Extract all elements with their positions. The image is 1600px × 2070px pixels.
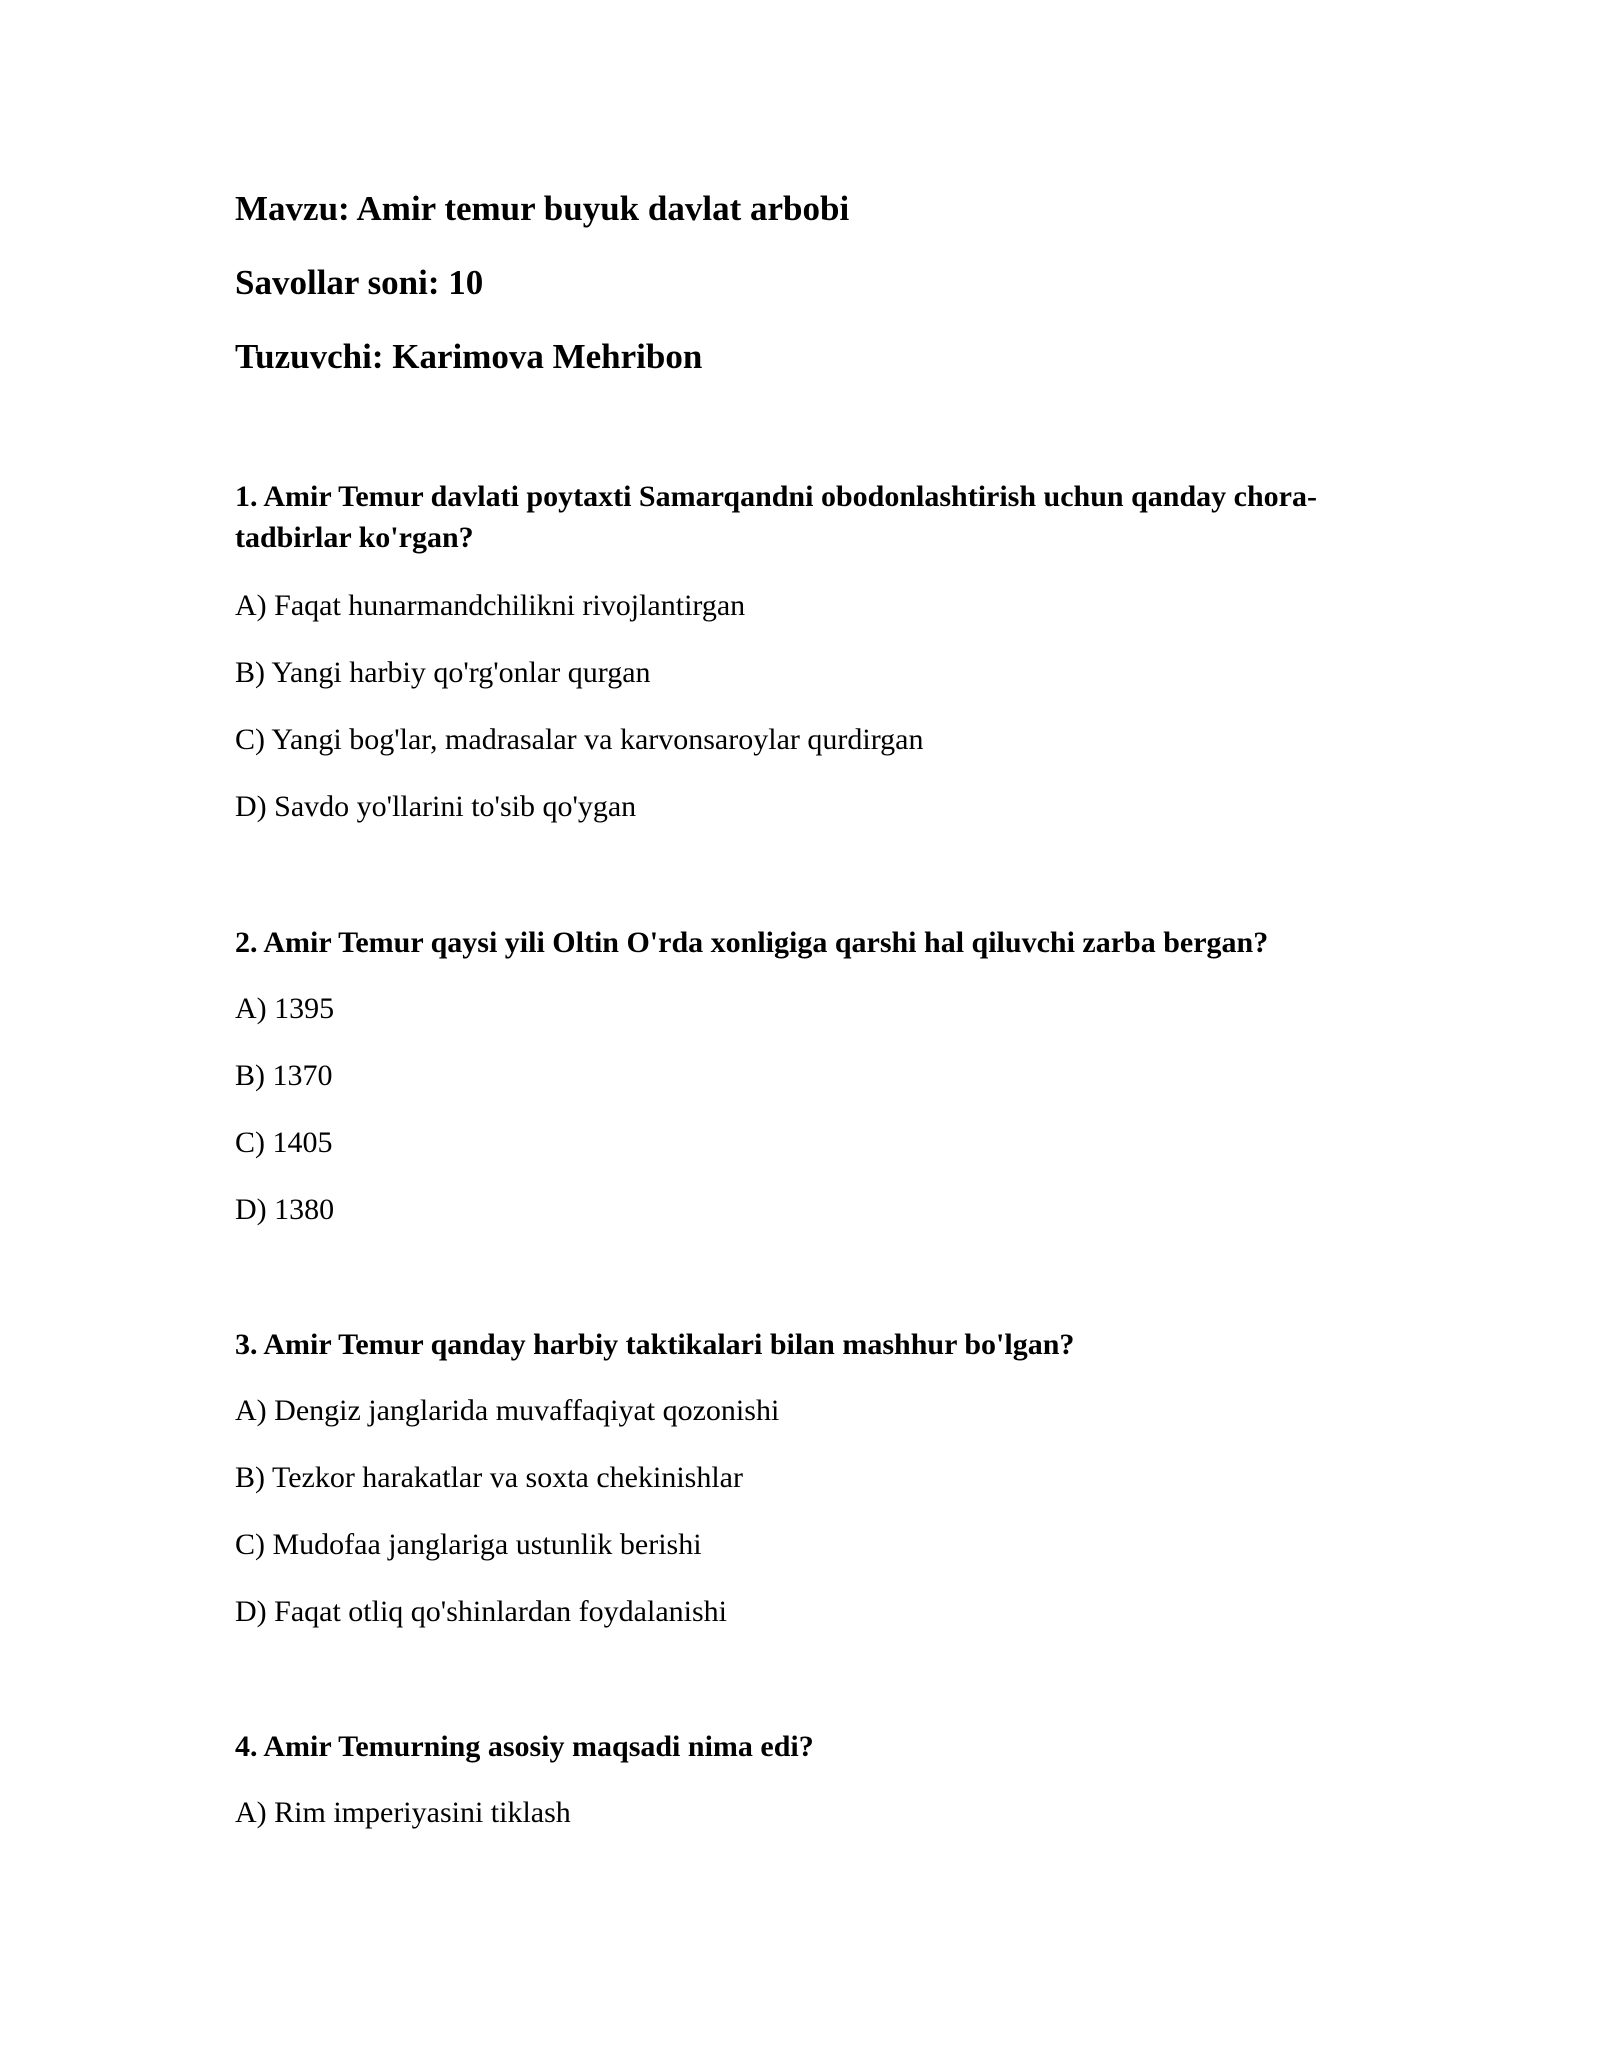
question-3-option-d: D) Faqat otliq qo'shinlardan foydalanishi: [235, 1595, 727, 1628]
author-line: Tuzuvchi: Karimova Mehribon: [235, 337, 703, 376]
question-3-option-a: A) Dengiz janglarida muvaffaqiyat qozonishi: [235, 1394, 780, 1427]
question-1-option-d: D) Savdo yo'llarini to'sib qo'ygan: [235, 790, 637, 823]
topic-heading: Mavzu: Amir temur buyuk davlat arbobi: [235, 189, 850, 228]
question-2-option-b: B) 1370: [235, 1059, 333, 1092]
question-3-text: 3. Amir Temur qanday harbiy taktikalari bilan mashhur bo'lgan?: [235, 1328, 1075, 1361]
question-3-option-b: B) Tezkor harakatlar va soxta chekinishlar: [235, 1461, 743, 1494]
question-2-option-d: D) 1380: [235, 1193, 335, 1226]
question-1-option-a: A) Faqat hunarmandchilikni rivojlantirgan: [235, 589, 746, 622]
question-4-option-a: A) Rim imperiyasini tiklash: [235, 1796, 571, 1829]
question-1-option-c: C) Yangi bog'lar, madrasalar va karvonsaroylar qurdirgan: [235, 723, 924, 756]
question-4-text: 4. Amir Temurning asosiy maqsadi nima edi?: [235, 1730, 814, 1763]
question-1-option-b: B) Yangi harbiy qo'rg'onlar qurgan: [235, 656, 651, 689]
question-2-option-a: A) 1395: [235, 992, 335, 1025]
question-count: Savollar soni: 10: [235, 263, 484, 302]
question-1-text: 1. Amir Temur davlati poytaxti Samarqandni obodonlashtirish uchun qanday chora-tadbirlar ko'rgan?: [235, 480, 1317, 554]
question-2-text: 2. Amir Temur qaysi yili Oltin O'rda xonligiga qarshi hal qiluvchi zarba bergan?: [235, 926, 1269, 959]
question-3-option-c: C) Mudofaa janglariga ustunlik berishi: [235, 1528, 702, 1561]
question-2-option-c: C) 1405: [235, 1126, 333, 1159]
